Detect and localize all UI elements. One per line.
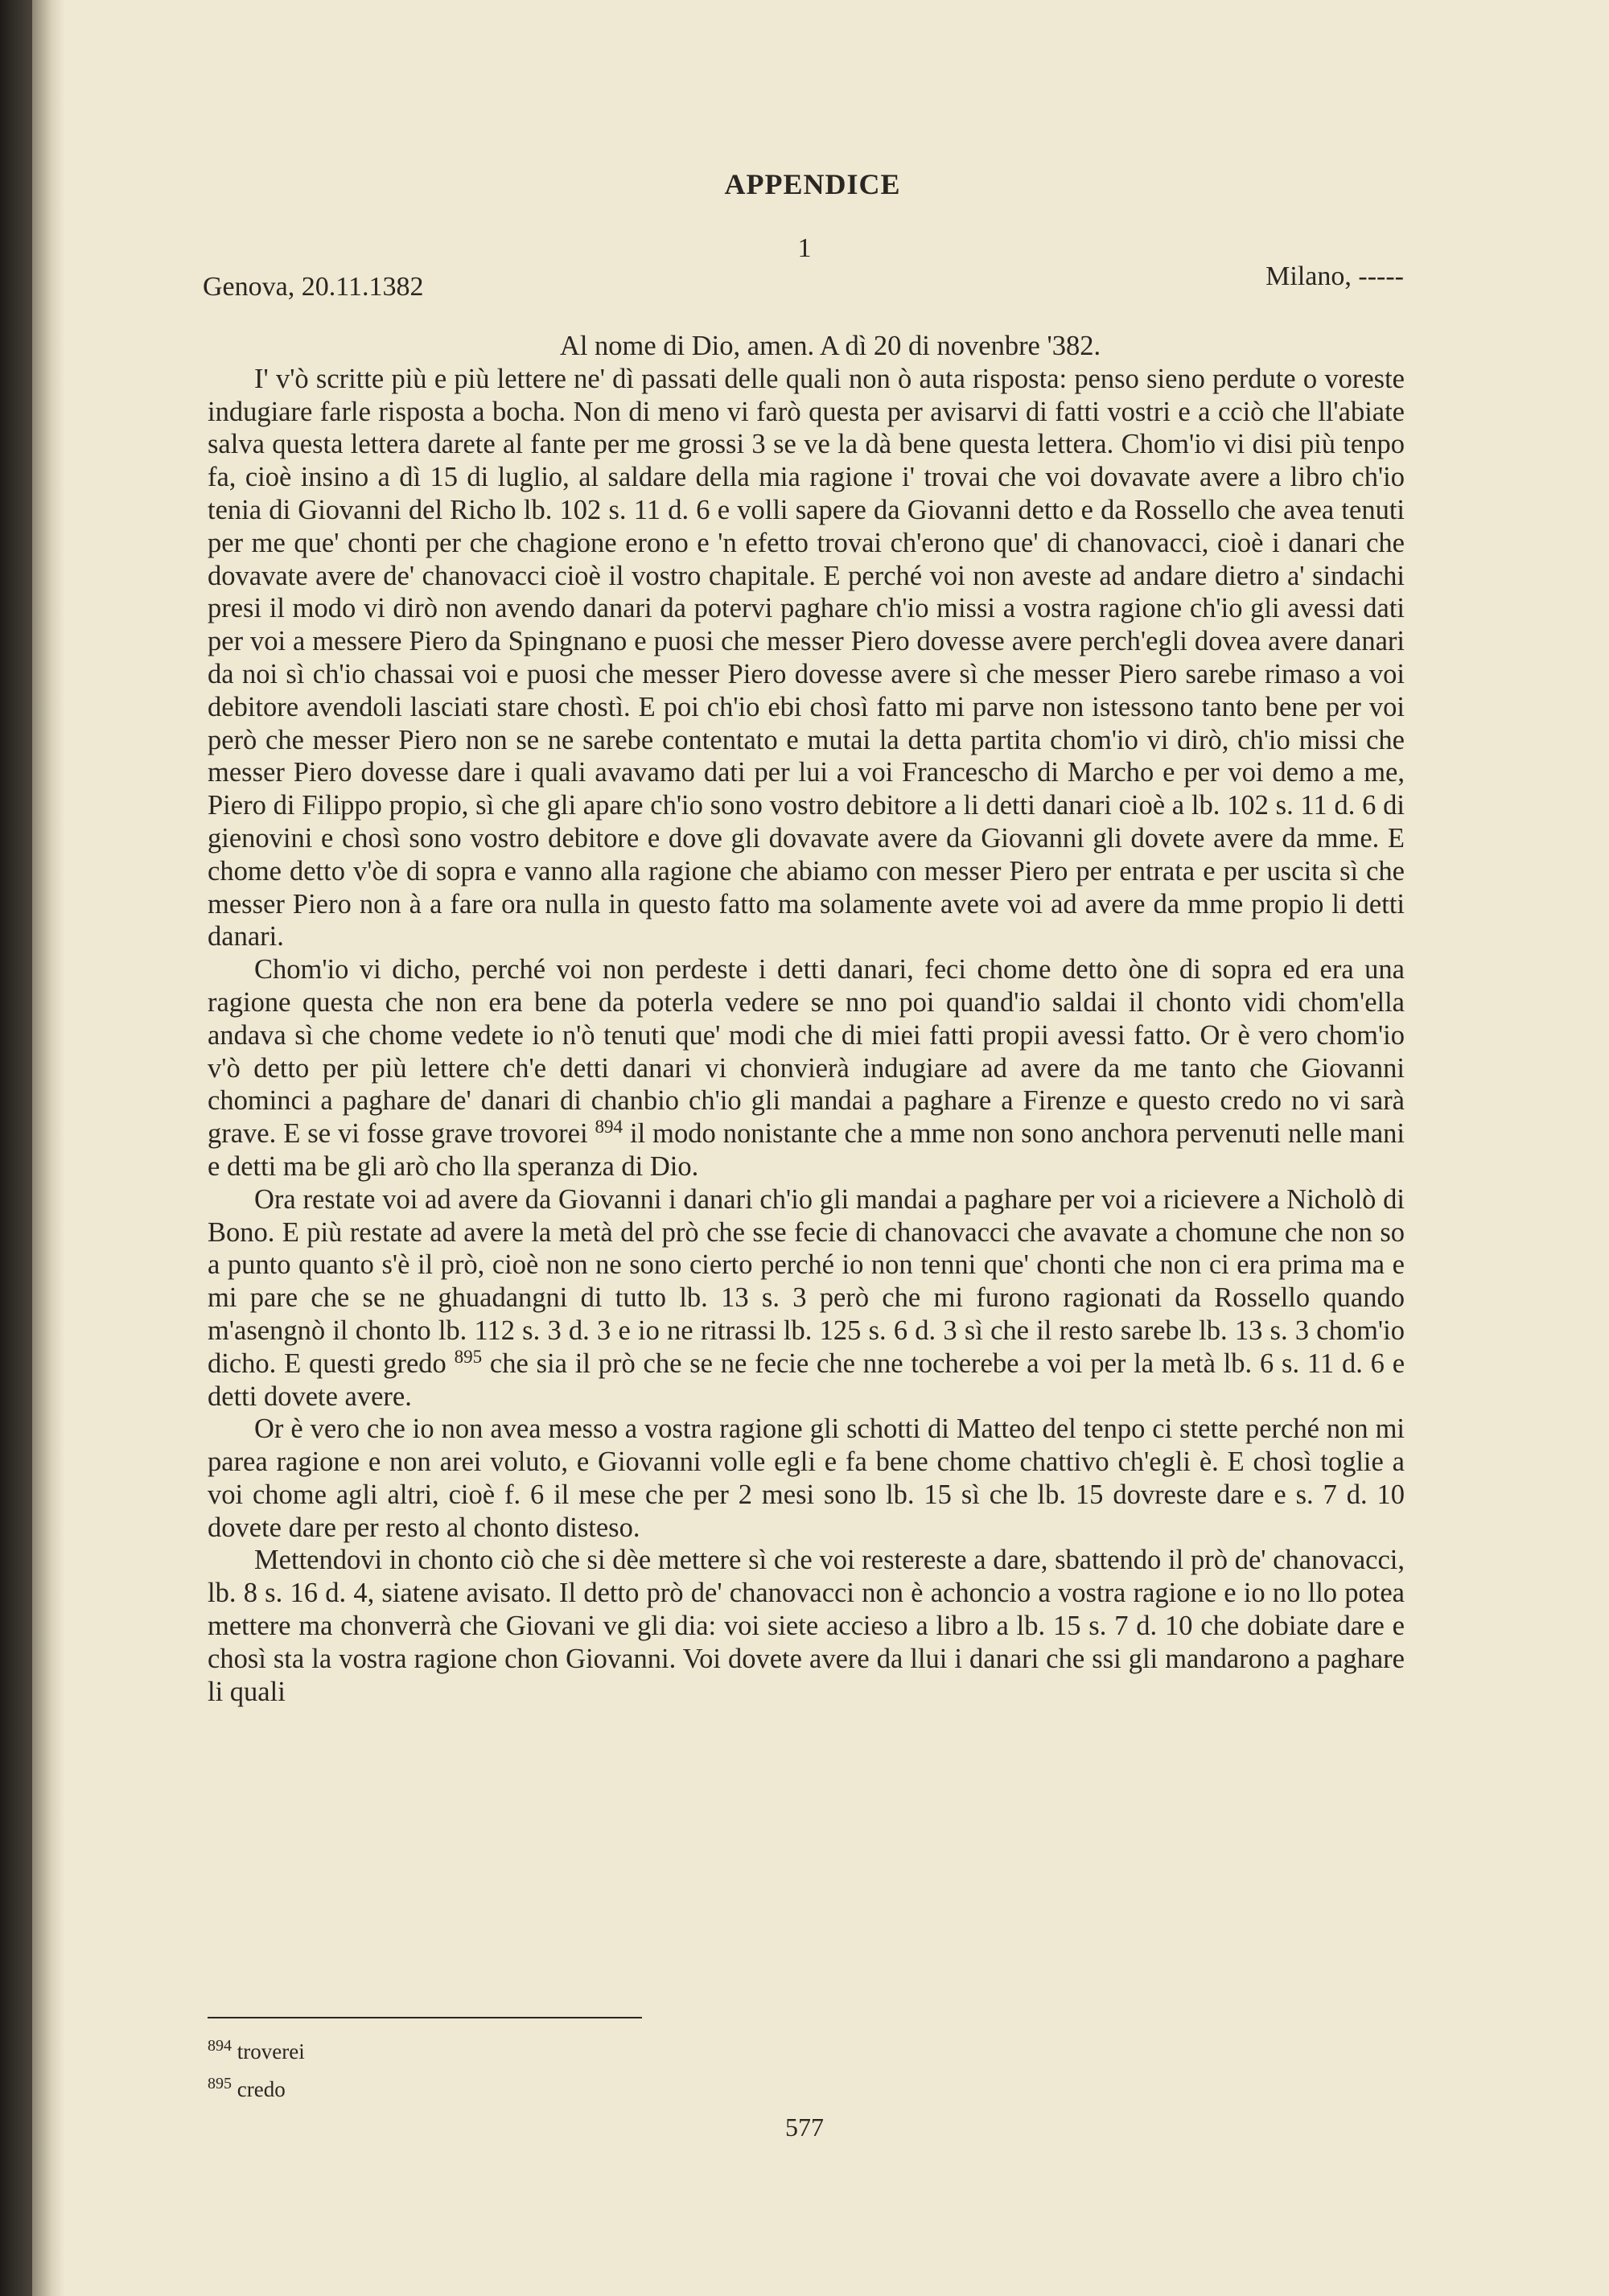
letter-salutation: Al nome di Dio, amen. A dì 20 di novenbre '382. xyxy=(559,331,1101,361)
footnote-ref-895[interactable]: 895 xyxy=(454,1346,483,1367)
sender-place-date: Genova, 20.11.1382 xyxy=(203,272,424,302)
footnote-894 xyxy=(208,2030,305,2068)
footnote-text: credo xyxy=(237,2077,286,2101)
letter-number: 1 xyxy=(797,233,812,263)
recipient-place: Milano, ----- xyxy=(1265,261,1404,291)
paragraph-3-part-a: Ora restate voi ad avere da Giovanni i danari ch'io gli mandai a paghare per voi a ricievere a Nicholò di Bono. E più restate ad avere la metà del prò che sse fecie di chanovacci che avavate a chomune che non so a punto quanto s'è il prò, cioè non ne sono cierto perché io non tenni que' chonti che non ci era prima ma e mi pare che se ne ghuadangni di tutto lb. 13 s. 3 però che mi furono ragionati da Rossello quando m'asengnò il chonto lb. 112 s. 3 d. 3 e io ne ritrassi lb. 125 s. 6 d. 3 sì che il resto sarebe lb. 13 s. 3 chom'io dicho. E questi gredo xyxy=(208,1183,1405,1379)
book-page xyxy=(32,0,1609,2296)
paragraph-2-part-b: il modo nonistante che a mme non sono anchora pervenuti nelle mani e detti ma be gli arò cho lla speranza di Dio. xyxy=(208,1118,1405,1182)
section-title: APPENDICE xyxy=(724,168,901,200)
footnotes xyxy=(208,2030,305,2105)
paragraph-2-part-a: Chom'io vi dicho, perché voi non perdeste i detti danari, feci chome detto òne di sopra ed era una ragione questa che non era bene da poterla vedere se nno poi quand'io saldai il chonto vidi chom'ella andava sì che chome vedete io n'ò tenuti que' modi che di miei fatti propii avessi fatto. Or è vero chom'io v'ò detto per più lettere ch'e detti danari vi chonvierà indugiare ad avere da me tanto che Giovanni chominci a paghare de' danari di chanbio ch'io gli mandai a paghare a Firenze e questo credo no vi sarà grave. E se vi fosse grave trovorei xyxy=(208,954,1405,1150)
footnote-divider xyxy=(208,2017,642,2018)
book-spine xyxy=(0,0,32,2296)
paragraph-4: Or è vero che io non avea messo a vostra ragione gli schotti di Matteo del tenpo ci stette perché non mi parea ragione e non arei voluto, e Giovanni volle egli e fa bene chome chattivo ch'egli è. E chosì toglie a voi chome agli altri, cioè f. 6 il mese che per 2 mesi sono lb. 15 sì che lb. 15 dovreste dare e s. 7 d. 10 dovete dare per resto al chonto disteso. xyxy=(208,1413,1405,1543)
paragraph-5: Mettendovi in chonto ciò che si dèe mettere sì che voi restereste a dare, sbattendo il prò de' chanovacci, lb. 8 s. 16 d. 4, siatene avisato. Il detto prò de' chanovacci non è achoncio a vostra ragione e io no llo potea mettere ma chonverrà che Giovani ve gli dia: voi siete accieso a libro a lb. 15 s. 7 d. 10 che dobiate dare e chosì sta la vostra ragione chon Giovanni. Voi dovete avere da llui i danari che ssi gli mandarono a paghare li quali xyxy=(208,1545,1405,1707)
paragraph-3-part-b: che sia il prò che se ne fecie che nne tocherebe a voi per la metà lb. 6 s. 11 d. 6 e detti dovete avere. xyxy=(208,1348,1405,1412)
page-number: 577 xyxy=(785,2113,824,2142)
paragraph-2 xyxy=(208,953,1405,1183)
letter-body xyxy=(208,330,1405,1708)
footnote-text: troverei xyxy=(237,2039,305,2064)
paragraph-3 xyxy=(208,1183,1405,1413)
paragraph-1: I' v'ò scritte più e più lettere ne' dì passati delle quali non ò auta risposta: penso sieno perdute o voreste indugiare farle risposta a bocha. Non di meno vi farò questa per avisarvi di fatti vostri e a cciò che ll'abiate salva questa lettera darete al fante per me grossi 3 se ve la dà bene questa lettera. Chom'io vi disi più tenpo fa, cioè insino a dì 15 di luglio, al saldare della mia ragione i' trovai che voi dovavate avere a libro ch'io tenia di Giovanni del Richo lb. 102 s. 11 d. 6 e volli sapere da Giovanni detto e da Rossello che avea tenuti per me que' chonti per che chagione erono e 'n efetto trovai ch'erono que' di chanovacci, cioè i danari che dovavate avere de' chanovacci cioè il vostro chapitale. E perché voi non aveste ad andare dietro a' sindachi presi il modo vi dirò non avendo danari da potervi paghare ch'io missi a vostra ragione ch'io gli avessi dati per voi a messere Piero da Spingnano e puosi che messer Piero dovesse avere perch'egli dovea avere danari da noi sì ch'io chassai voi e puosi che messer Piero dovesse avere sì che messer Piero sarebe rimaso a voi debitore avendoli lasciati stare chostì. E poi ch'io ebi chosì fatto mi parve non istessono tanto bene per voi però che messer Piero non se ne sarebe contentato e mutai la detta partita chom'io vi dirò, ch'io missi che messer Piero dovesse dare i quali avavamo dati per lui a voi Francescho di Marcho e per voi demo a me, Piero di Filippo propio, sì che gli apare ch'io sono vostro debitore a li detti danari cioè a lb. 102 s. 11 d. 6 di gienovini e chosì sono vostro debitore e dove gli dovavate avere da Giovanni gli dovete avere da mme. E chome detto v'òe di sopra e vanno alla ragione che abiamo con messer Piero per entrata e per uscita sì che messer Piero non à a fare ora nulla in questo fatto ma solamente avete voi ad avere da mme propio li detti danari. xyxy=(208,363,1405,953)
footnote-number: 895 xyxy=(208,2075,232,2092)
footnote-ref-894[interactable]: 894 xyxy=(595,1117,623,1138)
gutter-shadow xyxy=(32,0,64,2296)
footnote-number: 894 xyxy=(208,2037,232,2055)
footnote-895 xyxy=(208,2068,305,2105)
